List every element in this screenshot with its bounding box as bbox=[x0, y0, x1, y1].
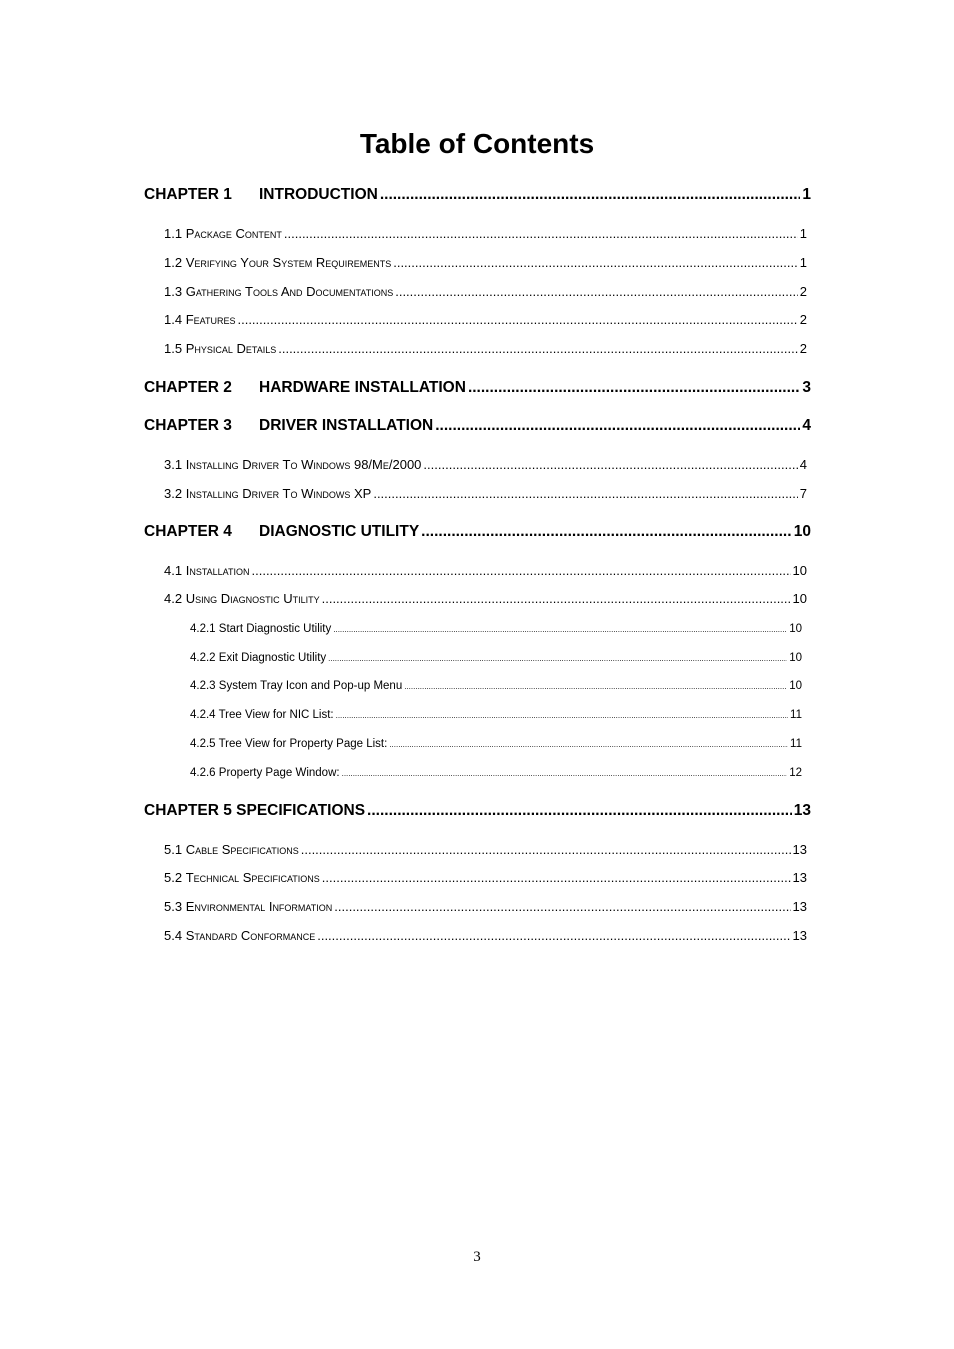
page-ref: 2 bbox=[799, 284, 807, 299]
page-ref: 12 bbox=[789, 767, 802, 779]
chapter-title: INTRODUCTION bbox=[259, 186, 378, 203]
page-ref: 10 bbox=[792, 563, 807, 578]
dot-leader bbox=[393, 254, 798, 272]
toc-section-5-4[interactable] bbox=[164, 927, 807, 945]
section-number: 5.3 bbox=[164, 899, 183, 914]
page-ref: 11 bbox=[790, 738, 802, 750]
dot-leader bbox=[284, 225, 798, 243]
toc-section-5-1[interactable] bbox=[164, 841, 807, 859]
page-ref: 13 bbox=[792, 928, 807, 943]
dot-leader bbox=[367, 801, 792, 821]
section-number: 1.2 bbox=[164, 255, 183, 270]
section-title: Using Diagnostic Utility bbox=[185, 591, 320, 606]
toc-section-3-1[interactable] bbox=[164, 456, 807, 474]
chapter-number: CHAPTER 2 bbox=[144, 379, 232, 396]
toc-section-1-3[interactable] bbox=[164, 283, 807, 301]
page-ref: 1 bbox=[802, 186, 811, 203]
toc-section-4-1[interactable] bbox=[164, 562, 807, 580]
toc-section-1-5[interactable] bbox=[164, 340, 807, 358]
subsection-title: 4.2.6 Property Page Window: bbox=[190, 767, 340, 779]
section-number: 3.2 bbox=[164, 486, 183, 501]
section-number: 5.1 bbox=[164, 842, 183, 857]
subsection-title: 4.2.1 Start Diagnostic Utility bbox=[190, 623, 332, 635]
page-ref: 3 bbox=[802, 379, 811, 396]
page-ref: 7 bbox=[799, 486, 807, 501]
toc-subsection-4-2-4[interactable] bbox=[190, 707, 802, 724]
chapter-title: CHAPTER 5 SPECIFICATIONS bbox=[144, 802, 366, 819]
dot-leader bbox=[468, 378, 800, 398]
subsection-title: 4.2.2 Exit Diagnostic Utility bbox=[190, 652, 327, 664]
chapter-number: CHAPTER 1 bbox=[144, 186, 232, 203]
dot-leader bbox=[322, 869, 791, 887]
dot-leader bbox=[380, 185, 801, 205]
chapter-number: CHAPTER 4 bbox=[144, 523, 232, 540]
page-ref: 13 bbox=[792, 899, 807, 914]
page-ref: 13 bbox=[792, 870, 807, 885]
page-ref: 13 bbox=[793, 802, 811, 819]
dot-leader bbox=[301, 841, 791, 859]
section-title: Environmental Information bbox=[185, 899, 333, 914]
subsection-title: 4.2.3 System Tray Icon and Pop-up Menu bbox=[190, 680, 403, 692]
toc-section-5-3[interactable] bbox=[164, 898, 807, 916]
toc-subsection-4-2-5[interactable] bbox=[190, 736, 802, 753]
toc-title: Table of Contents bbox=[359, 128, 595, 159]
page-ref: 2 bbox=[799, 341, 807, 356]
section-title: Gathering Tools And Documentations bbox=[185, 284, 394, 299]
section-number: 1.3 bbox=[164, 284, 183, 299]
page-ref: 1 bbox=[799, 226, 807, 241]
page-ref: 10 bbox=[792, 591, 807, 606]
section-number: 5.2 bbox=[164, 870, 183, 885]
dot-leader bbox=[328, 651, 787, 667]
dot-leader bbox=[389, 737, 788, 753]
chapter-title: DIAGNOSTIC UTILITY bbox=[259, 523, 420, 540]
toc-section-1-4[interactable] bbox=[164, 311, 807, 329]
toc-subsection-4-2-3[interactable] bbox=[190, 678, 802, 695]
subsection-title: 4.2.4 Tree View for NIC List: bbox=[190, 709, 334, 721]
section-number: 4.2 bbox=[164, 591, 183, 606]
toc-subsection-4-2-6[interactable] bbox=[190, 765, 802, 782]
page-ref: 11 bbox=[790, 709, 802, 721]
toc-section-1-1[interactable] bbox=[164, 225, 807, 243]
dot-leader bbox=[435, 416, 800, 436]
dot-leader bbox=[237, 311, 797, 329]
toc-subsection-4-2-2[interactable] bbox=[190, 650, 802, 667]
toc-chapter-5[interactable] bbox=[144, 801, 811, 821]
page-ref: 4 bbox=[802, 417, 811, 434]
section-number: 1.5 bbox=[164, 341, 183, 356]
section-number: 1.4 bbox=[164, 312, 183, 327]
section-number: 5.4 bbox=[164, 928, 183, 943]
page-ref: 4 bbox=[799, 457, 807, 472]
section-title: Cable Specifications bbox=[185, 842, 299, 857]
dot-leader bbox=[373, 485, 797, 503]
dot-leader bbox=[423, 456, 797, 474]
toc-chapter-4[interactable] bbox=[144, 522, 811, 542]
section-title: Package Content bbox=[185, 226, 282, 241]
chapter-title: DRIVER INSTALLATION bbox=[259, 417, 434, 434]
page-ref: 10 bbox=[789, 623, 802, 635]
section-number: 3.1 bbox=[164, 457, 183, 472]
chapter-number: CHAPTER 3 bbox=[144, 417, 232, 434]
section-number: 4.1 bbox=[164, 563, 183, 578]
dot-leader bbox=[421, 522, 792, 542]
section-number: 1.1 bbox=[164, 226, 183, 241]
dot-leader bbox=[342, 766, 788, 782]
section-title: Verifying Your System Requirements bbox=[185, 255, 392, 270]
page-ref: 13 bbox=[792, 842, 807, 857]
dot-leader bbox=[404, 679, 787, 695]
dot-leader bbox=[333, 622, 787, 638]
page-ref: 1 bbox=[799, 255, 807, 270]
subsection-title: 4.2.5 Tree View for Property Page List: bbox=[190, 738, 388, 750]
toc-section-5-2[interactable] bbox=[164, 869, 807, 887]
dot-leader bbox=[278, 340, 798, 358]
section-title: Technical Specifications bbox=[185, 870, 320, 885]
page-ref: 10 bbox=[793, 523, 811, 540]
dot-leader bbox=[322, 590, 791, 608]
dot-leader bbox=[395, 283, 798, 301]
section-title: Installing Driver To Windows 98/Me/2000 bbox=[185, 457, 422, 472]
dot-leader bbox=[336, 708, 788, 724]
chapter-title: HARDWARE INSTALLATION bbox=[259, 379, 466, 396]
page-ref: 10 bbox=[789, 652, 802, 664]
section-title: Installing Driver To Windows XP bbox=[185, 486, 372, 501]
section-title: Standard Conformance bbox=[185, 928, 316, 943]
toc-chapter-3[interactable] bbox=[144, 416, 811, 436]
toc-chapter-1[interactable] bbox=[144, 185, 811, 205]
section-title: Features bbox=[185, 312, 236, 327]
toc-section-3-2[interactable] bbox=[164, 485, 807, 503]
toc-section-4-2[interactable] bbox=[164, 590, 807, 608]
page-number: 3 bbox=[473, 1249, 481, 1265]
section-title: Installation bbox=[185, 563, 250, 578]
dot-leader bbox=[334, 898, 790, 916]
toc-subsection-4-2-1[interactable] bbox=[190, 621, 802, 638]
page-ref: 10 bbox=[789, 680, 802, 692]
section-title: Physical Details bbox=[185, 341, 277, 356]
page-ref: 2 bbox=[799, 312, 807, 327]
dot-leader bbox=[252, 562, 791, 580]
toc-chapter-2[interactable] bbox=[144, 378, 811, 398]
dot-leader bbox=[317, 927, 790, 945]
toc-section-1-2[interactable] bbox=[164, 254, 807, 272]
